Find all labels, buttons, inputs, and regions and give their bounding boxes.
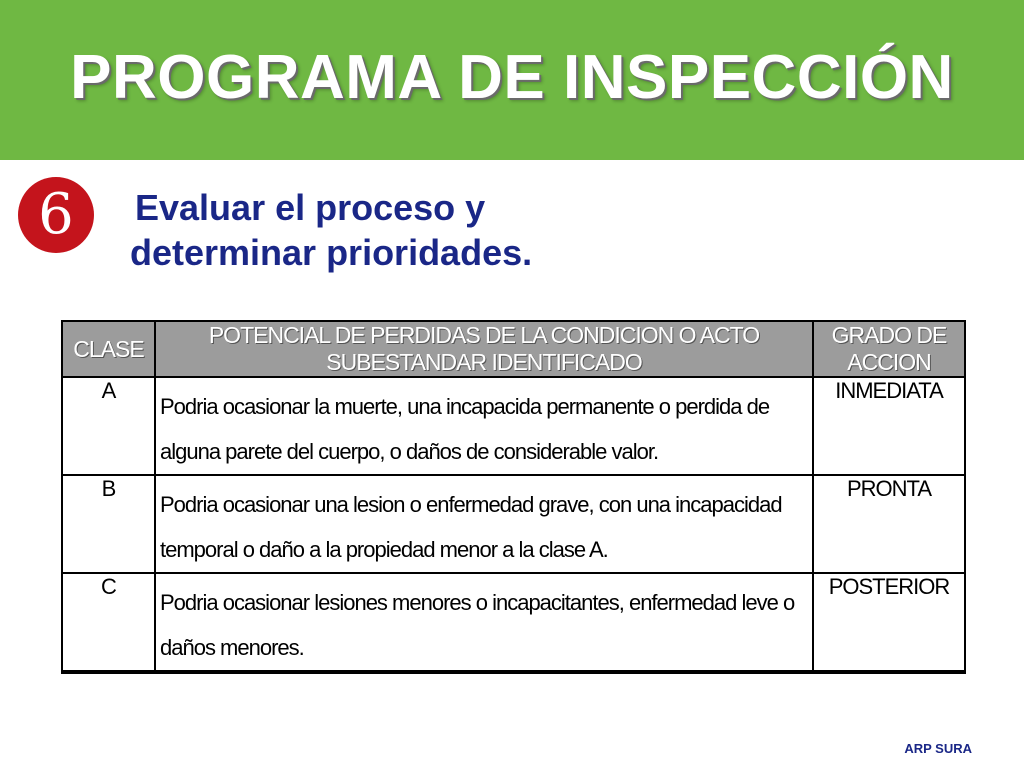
cell-grado-text: PRONTA (846, 476, 932, 501)
step-heading-line-2: determinar prioridades. (130, 232, 533, 273)
priority-table-container (61, 320, 964, 662)
cell-grado-text: POSTERIOR (828, 574, 950, 599)
cell-clase (62, 573, 155, 672)
cell-grado-text: INMEDIATA (835, 378, 943, 403)
cell-clase-text: C (101, 574, 116, 599)
cell-grado (813, 377, 965, 475)
cell-potencial-text: Podria ocasionar una lesion o enfermedad grave, con una incapacidad temporal o daño a la propiedad menor a la clase A. (160, 492, 782, 562)
cell-grado (813, 573, 965, 672)
table-row (62, 573, 965, 672)
header-potencial: POTENCIAL DE PERDIDAS DE LA CONDICION O ACTO SUBESTANDAR IDENTIFICADO (155, 321, 813, 377)
step-number-badge: 6 (18, 177, 94, 253)
step-heading (130, 185, 532, 275)
step-heading-line-1: Evaluar el proceso y (135, 187, 486, 228)
table-row (62, 475, 965, 573)
cell-clase-text: A (101, 378, 116, 403)
table-row (62, 377, 965, 475)
header-banner (0, 0, 1024, 160)
cell-clase (62, 475, 155, 573)
cell-clase (62, 377, 155, 475)
table-header-row (62, 321, 965, 377)
cell-potencial (155, 377, 813, 475)
cell-potencial (155, 475, 813, 573)
cell-potencial-text: Podria ocasionar la muerte, una incapacida permanente o perdida de alguna parete del cuerpo, o daños de considerable valor. (160, 394, 770, 464)
footer-brand: ARP SURA (904, 741, 972, 756)
cell-clase-text: B (101, 476, 116, 501)
cell-potencial-text: Podria ocasionar lesiones menores o incapacitantes, enfermedad leve o daños menores. (160, 590, 795, 660)
page-title: PROGRAMA DE INSPECCIÓN (70, 43, 954, 112)
cell-potencial (155, 573, 813, 672)
header-grado: GRADO DE ACCION (813, 321, 965, 377)
header-clase: CLASE (62, 321, 155, 377)
priority-table (61, 320, 966, 674)
cell-grado (813, 475, 965, 573)
